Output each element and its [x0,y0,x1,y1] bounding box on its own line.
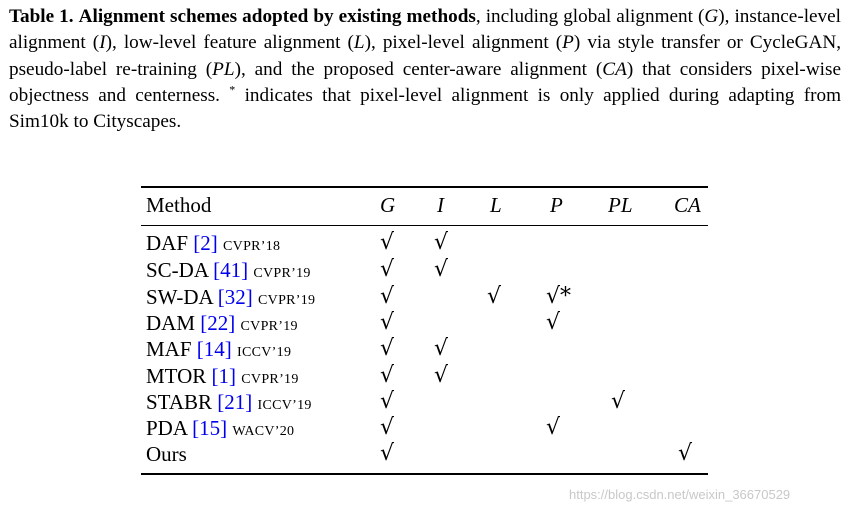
caption-symbol-ca: CA [602,58,627,80]
check-mark-g: √ [380,310,395,335]
caption-text: ), and the proposed center-aware alignment ( [234,58,603,80]
check-mark-l: √ [487,284,502,309]
check-mark-g: √ [380,415,395,440]
header-i: I [437,193,444,217]
check-mark-i: √ [434,336,449,361]
caption-text: ), pixel-level alignment ( [364,32,563,54]
check-mark-pl: √ [611,389,626,414]
table-caption [9,4,841,135]
method-cell [146,231,280,256]
method-cell [146,364,299,389]
method-name: MTOR [146,364,207,388]
check-mark-p: √* [546,284,572,309]
caption-text: ) via style transfer or CycleGAN, pseudo-label re-training ( [9,32,841,80]
caption-text: ) that considers pixel-wise objectness and centerness. [9,58,841,106]
check-mark-g: √ [380,230,395,255]
header-l: L [490,193,502,217]
citation-link[interactable]: [2] [193,231,218,255]
method-cell [146,285,315,310]
method-name: PDA [146,416,187,440]
method-name: SW-DA [146,285,213,309]
caption-symbol-pl: PL [212,58,235,80]
caption-star: * [229,82,236,97]
check-mark-i: √ [434,257,449,282]
venue-label: CVPR’19 [253,266,311,281]
table-row [141,442,708,468]
header-ca: CA [674,193,701,217]
citation-link[interactable]: [32] [217,285,253,309]
method-cell [146,311,298,336]
caption-text: ), low-level feature alignment ( [105,32,354,54]
table-mid-rule [141,225,708,226]
caption-text: indicates that pixel-level alignment is only applied during adapting from Sim10k to Cityscapes. [9,84,841,133]
check-mark-i: √ [434,230,449,255]
venue-label: ICCV’19 [257,398,312,413]
venue-label: CVPR’19 [241,372,299,387]
table-row [141,390,708,416]
caption-title: Alignment schemes adopted by existing methods [78,6,476,27]
caption-text: ), instance-level alignment ( [9,6,842,54]
check-mark-g: √ [380,257,395,282]
method-name: Ours [146,442,187,466]
citation-link[interactable]: [14] [196,337,232,361]
check-mark-g: √ [380,284,395,309]
watermark: https://blog.csdn.net/weixin_36670529 [569,487,791,502]
method-cell [146,337,291,362]
venue-label: ICCV’19 [237,345,292,360]
table-row [141,416,708,442]
method-name: DAM [146,311,196,335]
method-name: DAF [146,231,189,255]
venue-label: CVPR’19 [240,319,298,334]
header-g: G [380,193,396,217]
table-row [141,285,708,311]
method-cell [146,390,312,415]
method-name: STABR [146,390,213,414]
table-row [141,337,708,363]
table-bottom-rule [141,473,708,475]
caption-label: Table 1. [9,6,74,27]
citation-link[interactable]: [22] [200,311,236,335]
header-p: P [550,193,563,217]
check-mark-ca: √ [678,441,693,466]
citation-link[interactable]: [1] [211,364,237,388]
table-row [141,311,708,337]
caption-symbol-i: I [99,32,106,54]
method-cell [146,416,294,441]
method-cell [146,258,311,283]
venue-label: CVPR’18 [223,239,281,254]
table-top-rule [141,186,708,188]
venue-label: WACV’20 [232,424,295,439]
check-mark-g: √ [380,336,395,361]
table-row [141,231,708,257]
citation-link[interactable]: [15] [192,416,228,440]
check-mark-g: √ [380,363,395,388]
check-mark-i: √ [434,363,449,388]
citation-link[interactable]: [41] [213,258,249,282]
citation-link[interactable]: [21] [217,390,253,414]
venue-label: CVPR’19 [258,293,316,308]
table-row [141,258,708,284]
caption-symbol-l: L [353,32,365,54]
check-mark-g: √ [380,441,395,466]
check-mark-g: √ [380,389,395,414]
check-mark-p: √ [546,415,561,440]
check-mark-p: √ [546,310,561,335]
method-name: MAF [146,337,192,361]
header-pl: PL [608,193,633,217]
caption-text: , including global alignment ( [475,6,705,27]
header-method: Method [146,193,212,217]
caption-symbol-g: G [704,6,719,27]
method-cell [146,442,187,467]
caption-symbol-p: P [562,32,574,54]
table-row [141,364,708,390]
method-name: SC-DA [146,258,208,282]
